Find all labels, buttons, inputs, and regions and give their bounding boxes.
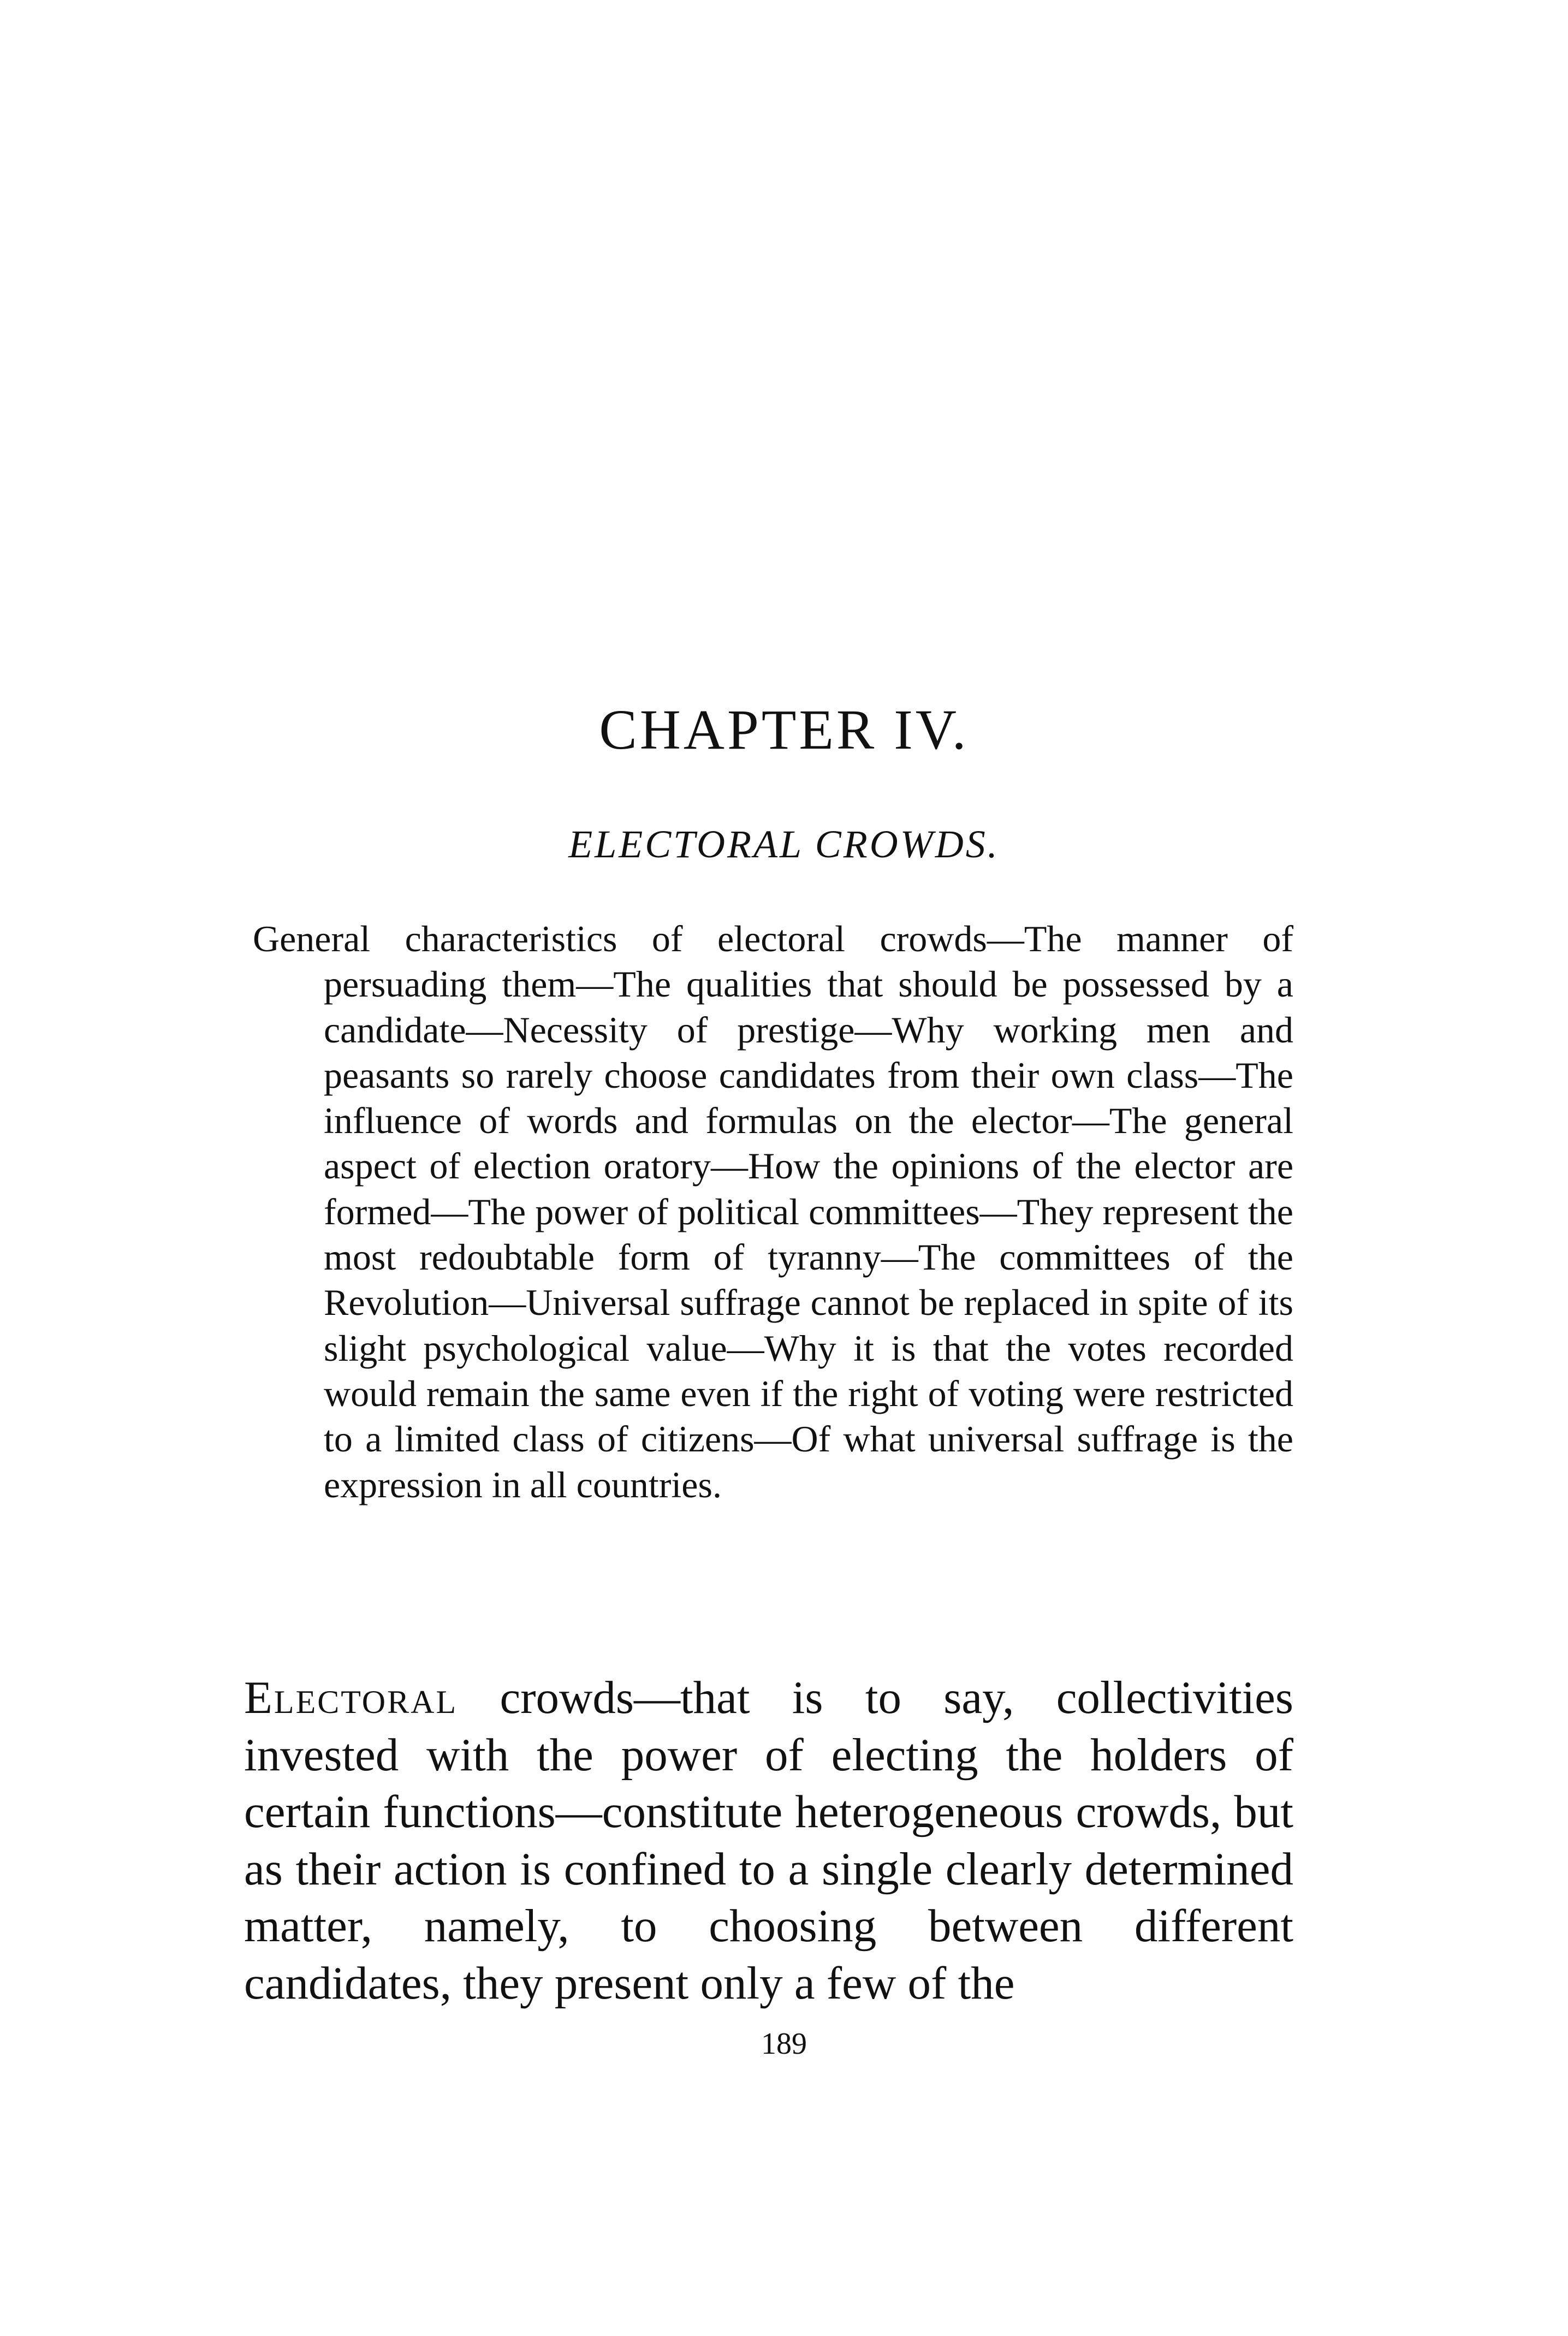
body-paragraph xyxy=(244,1669,1293,2012)
paragraph-text: crowds—that is to say, collectivities invested with the power of electing the holders of certain functions—constitute heterogeneous crowds, but as their action is confined to a single clearly determined matter, namely, to choosing between different candidates, they present only a few of the xyxy=(244,1672,1293,2009)
chapter-summary: General characteristics of electoral crowds—The manner of persuading them—The qualities that should be possessed by a candidate—Necessity of prestige—Why working men and peasants so rarely choose candidates from their own class—The influence of words and formulas on the elector—The general aspect of election oratory—How the opinions of the elector are formed—The power of political committees—They represent the most redoubtable form of tyranny—The committees of the Revolution—Universal suffrage cannot be replaced in spite of its slight psychological value—Why it is that the votes recorded would remain the same even if the right of voting were restricted to a limited class of citizens—Of what universal suffrage is the expression in all countries. xyxy=(253,918,1293,1505)
chapter-subtitle: ELECTORAL CROWDS. xyxy=(568,822,1000,866)
paragraph-lead-word: Electoral xyxy=(244,1672,458,1723)
chapter-title: CHAPTER IV. xyxy=(599,698,969,761)
page-number: 189 xyxy=(761,2027,807,2061)
